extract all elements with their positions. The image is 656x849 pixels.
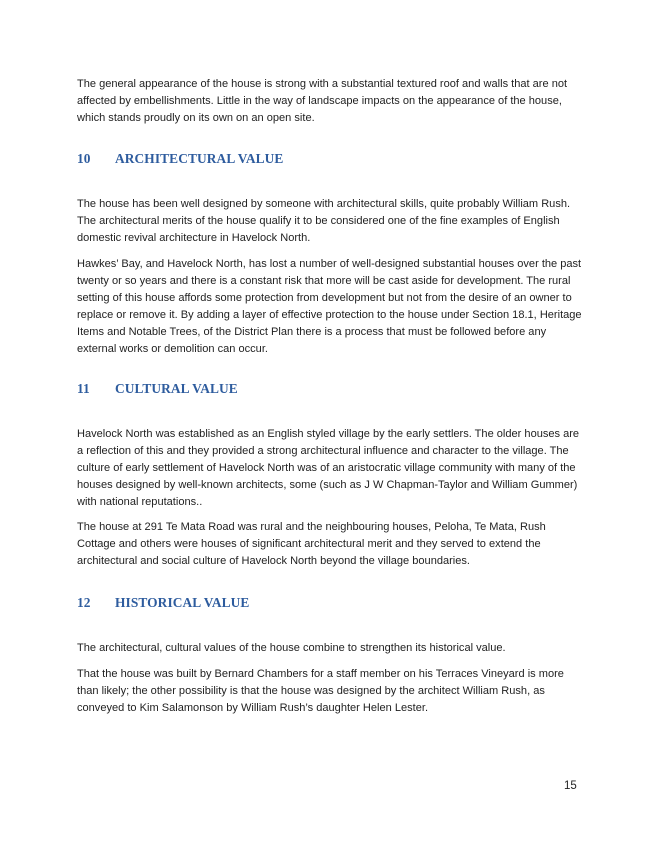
section-title: ARCHITECTURAL VALUE bbox=[115, 151, 284, 166]
section-heading-historical-value bbox=[77, 595, 249, 611]
cultural-paragraph-2: The house at 291 Te Mata Road was rural and the neighbouring houses, Peloha, Te Mata, Rush Cottage and others were houses of significant architectural merit and they served to extend the architectural and social culture of Havelock North beyond the village boundaries. bbox=[77, 521, 546, 567]
historical-paragraph-1: The architectural, cultural values of the house combine to strengthen its historical value. bbox=[77, 642, 506, 654]
section-title: CULTURAL VALUE bbox=[115, 381, 238, 396]
page-number: 15 bbox=[564, 780, 577, 792]
section-number: 12 bbox=[77, 595, 91, 610]
section-heading-architectural-value bbox=[77, 151, 283, 167]
architectural-paragraph-1: The house has been well designed by someone with architectural skills, quite probably William Rush. The architectural merits of the house qualify it to be considered one of the fine examples of English domestic revival architecture in Havelock North. bbox=[77, 198, 571, 244]
section-number: 10 bbox=[77, 151, 91, 166]
section-heading-cultural-value bbox=[77, 381, 238, 397]
intro-paragraph: The general appearance of the house is strong with a substantial textured roof and walls that are not affected by embellishments. Little in the way of landscape impacts on the appearance of the house, which stands proudly on its own on an open site. bbox=[77, 78, 568, 124]
historical-paragraph-2: That the house was built by Bernard Chambers for a staff member on his Terraces Vineyard is more than likely; the other possibility is that the house was designed by the architect William Rush, as conveyed to Kim Salamonson by William Rush’s daughter Helen Lester. bbox=[77, 668, 564, 714]
cultural-paragraph-1: Havelock North was established as an English styled village by the early settlers. The older houses are a reflection of this and they provided a strong architectural influence and character to the village. The culture of early settlement of Havelock North was of an aristocratic village community with many of the houses designed by well-known architects, some (such as J W Chapman-Taylor and William Gummer) with national reputations.. bbox=[77, 428, 580, 508]
architectural-paragraph-2: Hawkes’ Bay, and Havelock North, has lost a number of well-designed substantial houses over the past twenty or so years and there is a constant risk that more will be cast aside for development. The rural setting of this house affords some protection from development but not from the desire of an owner to replace or remove it. By adding a layer of effective protection to the house under Section 18.1, Heritage Items and Notable Trees, of the District Plan there is a process that must be followed before any external works or demolition can occur. bbox=[77, 258, 582, 355]
section-number: 11 bbox=[77, 381, 90, 396]
section-title: HISTORICAL VALUE bbox=[115, 595, 250, 610]
